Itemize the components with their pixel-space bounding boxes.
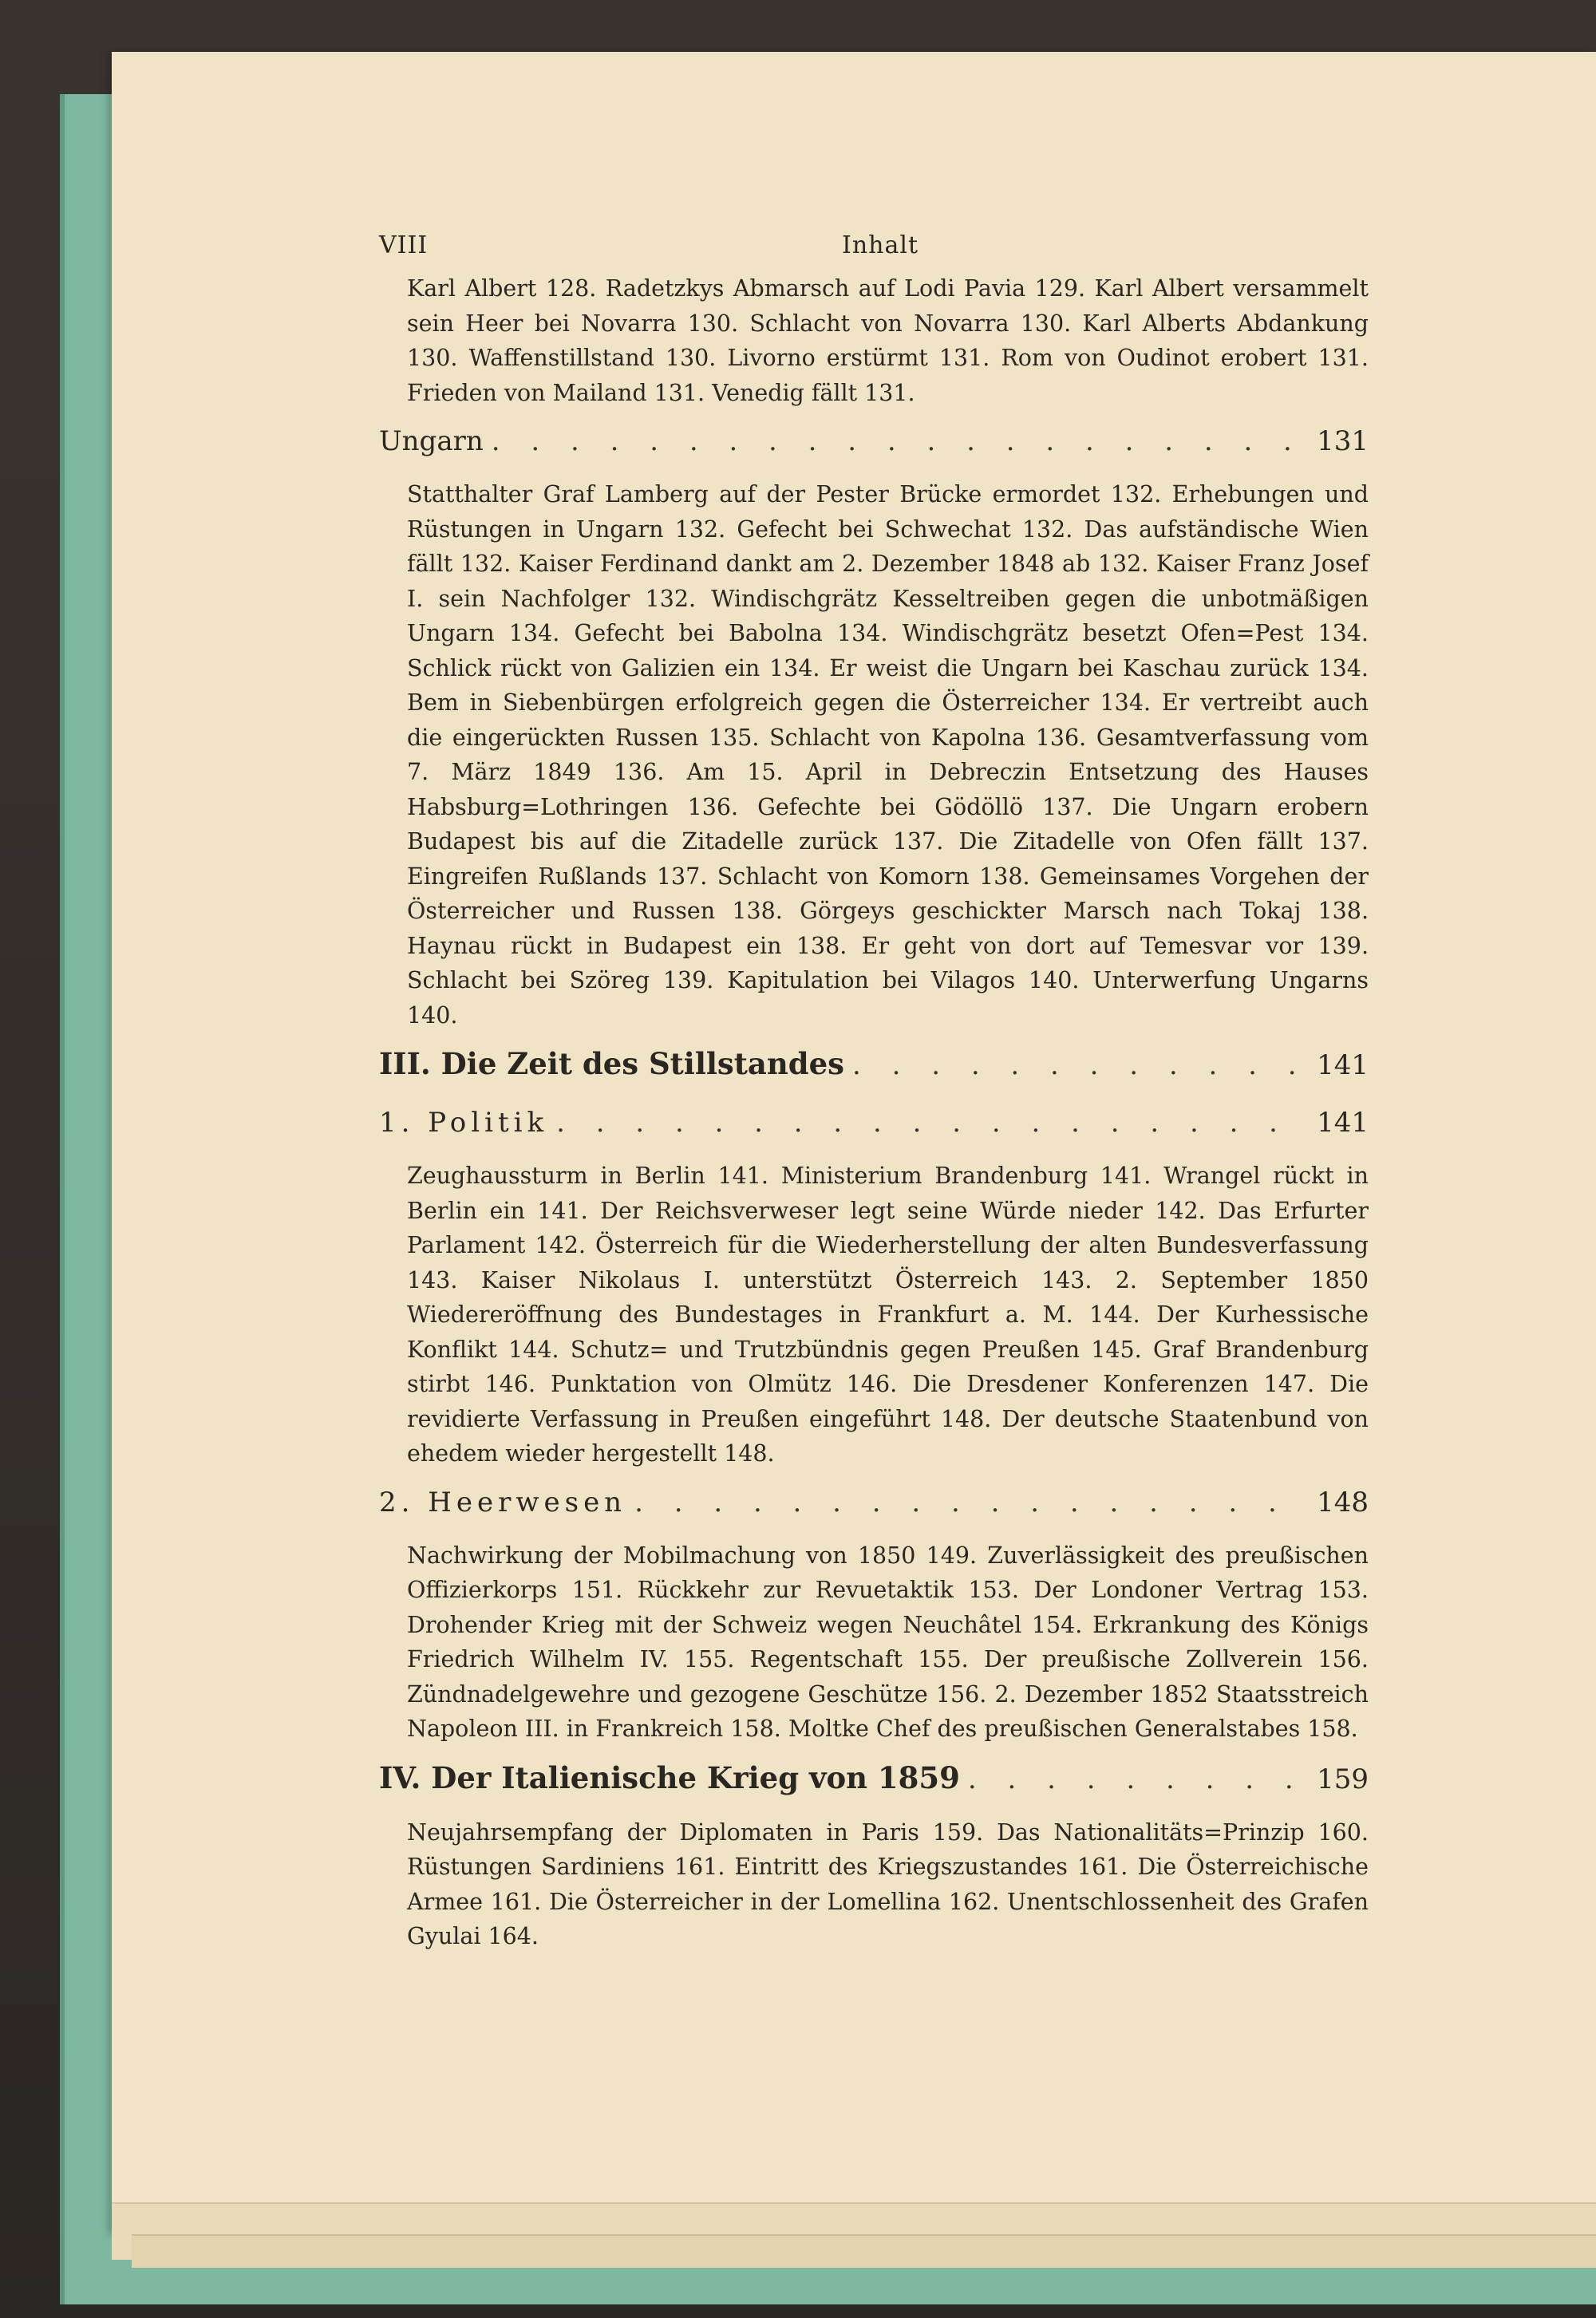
- toc-summary: Nachwirkung der Mobilmachung von 1850 149. Zuverlässigkeit des preußischen Offizierkorps 151. Rückkehr zur Revuetaktik 153. Der Londoner Vertrag 153. Drohender Krieg mit der Schweiz wegen Neuchâtel 154. Erkrankung des Königs Friedrich Wilhelm IV. 155. Regentschaft 155. Der preußische Zollverein 156. Zündnadelgewehre und gezogene Geschütze 156. 2. Dezember 1852 Staatsstreich Napoleon III. in Frankreich 158. Moltke Chef des preußischen Generalstabes 158.: [407, 1542, 1369, 1742]
- toc-summary: Zeughaussturm in Berlin 141. Ministerium Brandenburg 141. Wrangel rückt in Berlin ein 141. Der Reichsverweser legt seine Würde nieder 142. Das Erfurter Parlament 142. Österreich für die Wiederherstellung der alten Bundesverfassung 143. Kaiser Nikolaus I. unterstützt Österreich 143. 2. September 1850 Wiedereröffnung des Bundestages in Frankfurt a. M. 144. Der Kurhessische Konflikt 144. Schutz= und Trutzbündnis gegen Preußen 145. Graf Brandenburg stirbt 146. Punktation von Olmütz 146. Die Dresdener Konferenzen 147. Die revidierte Verfassung in Preußen eingeführt 148. Der deutsche Staatenbund von ehedem wieder hergestellt 148.: [407, 1163, 1369, 1467]
- toc-summary: Karl Albert 128. Radetzkys Abmarsch auf Lodi Pavia 129. Karl Albert versammelt sein Heer bei Novarra 130. Schlacht von Novarra 130. Karl Alberts Abdankung 130. Waffenstillstand 130. Livorno erstürmt 131. Rom von Oudinot erobert 131. Frieden von Mailand 131. Venedig fällt 131.: [407, 275, 1369, 406]
- toc-entry-page: 148: [1317, 1486, 1369, 1518]
- leader-dots: [968, 1758, 1309, 1801]
- toc-entry-page: 141: [1317, 1107, 1369, 1139]
- table-of-contents: [379, 231, 1369, 1954]
- toc-entry-label: Ungarn: [379, 425, 484, 457]
- page-edge-lower: [132, 2234, 1596, 2268]
- toc-entry-chapter-iv: [379, 1756, 1369, 1801]
- toc-entry-politik: [379, 1101, 1369, 1144]
- page-title: Inhalt: [842, 231, 919, 259]
- toc-entry-label: 2. Heerwesen: [379, 1486, 627, 1518]
- page-number: VIII: [379, 231, 429, 259]
- leader-dots: [492, 420, 1309, 463]
- toc-summary: Neujahrsempfang der Diplomaten in Paris 159. Das Nationalitäts=Prinzip 160. Rüstungen Sardiniens 161. Eintritt des Kriegszustandes 161. Die Österreichische Armee 161. Die Österreicher in der Lomellina 162. Unentschlossenheit des Grafen Gyulai 164.: [407, 1818, 1369, 1949]
- toc-entry-ungarn: [379, 420, 1369, 463]
- toc-entry-label: III. Die Zeit des Stillstandes: [379, 1046, 844, 1081]
- toc-entry-page: 159: [1317, 1763, 1369, 1795]
- toc-entry-chapter-iii: [379, 1042, 1369, 1087]
- leader-dots: [852, 1044, 1309, 1087]
- leader-dots: [556, 1101, 1309, 1144]
- running-header: [379, 231, 1369, 271]
- toc-entry-page: 131: [1317, 425, 1369, 457]
- toc-entry-label: IV. Der Italienische Krieg von 1859: [379, 1759, 960, 1795]
- toc-entry-label: 1. Politik: [379, 1107, 549, 1139]
- leader-dots: [634, 1481, 1309, 1524]
- toc-summary: Statthalter Graf Lamberg auf der Pester Brücke ermordet 132. Erhebungen und Rüstungen in Ungarn 132. Gefecht bei Schwechat 132. Das aufständische Wien fällt 132. Kaiser Ferdinand dankt am 2. Dezember 1848 ab 132. Kaiser Franz Josef I. sein Nachfolger 132. Windischgrätz Kesseltreiben gegen die unbotmäßigen Ungarn 134. Gefecht bei Babolna 134. Windischgrätz besetzt Ofen=Pest 134. Schlick rückt von Galizien ein 134. Er weist die Ungarn bei Kaschau zurück 134. Bem in Siebenbürgen erfolgreich gegen die Österreicher 134. Er vertreibt auch die eingerückten Russen 135. Schlacht von Kapolna 136. Gesamtverfassung vom 7. März 1849 136. Am 15. April in Debreczin Entsetzung des Hauses Habsburg=Lothringen 136. Gefechte bei Gödöllö 137. Die Ungarn erobern Budapest bis auf die Zitadelle zurück 137. Die Zitadelle von Ofen fällt 137. Eingreifen Rußlands 137. Schlacht von Komorn 138. Gemeinsames Vorgehen der Österreicher und Russen 138. Görgeys geschickter Marsch nach Tokaj 138. Haynau rückt in Budapest ein 138. Er geht von dort auf Temesvar vor 139. Schlacht bei Szöreg 139. Kapitulation bei Vilagos 140. Unterwerfung Ungarns 140.: [407, 481, 1369, 1029]
- toc-entry-page: 141: [1317, 1049, 1369, 1081]
- toc-entry-heerwesen: [379, 1481, 1369, 1524]
